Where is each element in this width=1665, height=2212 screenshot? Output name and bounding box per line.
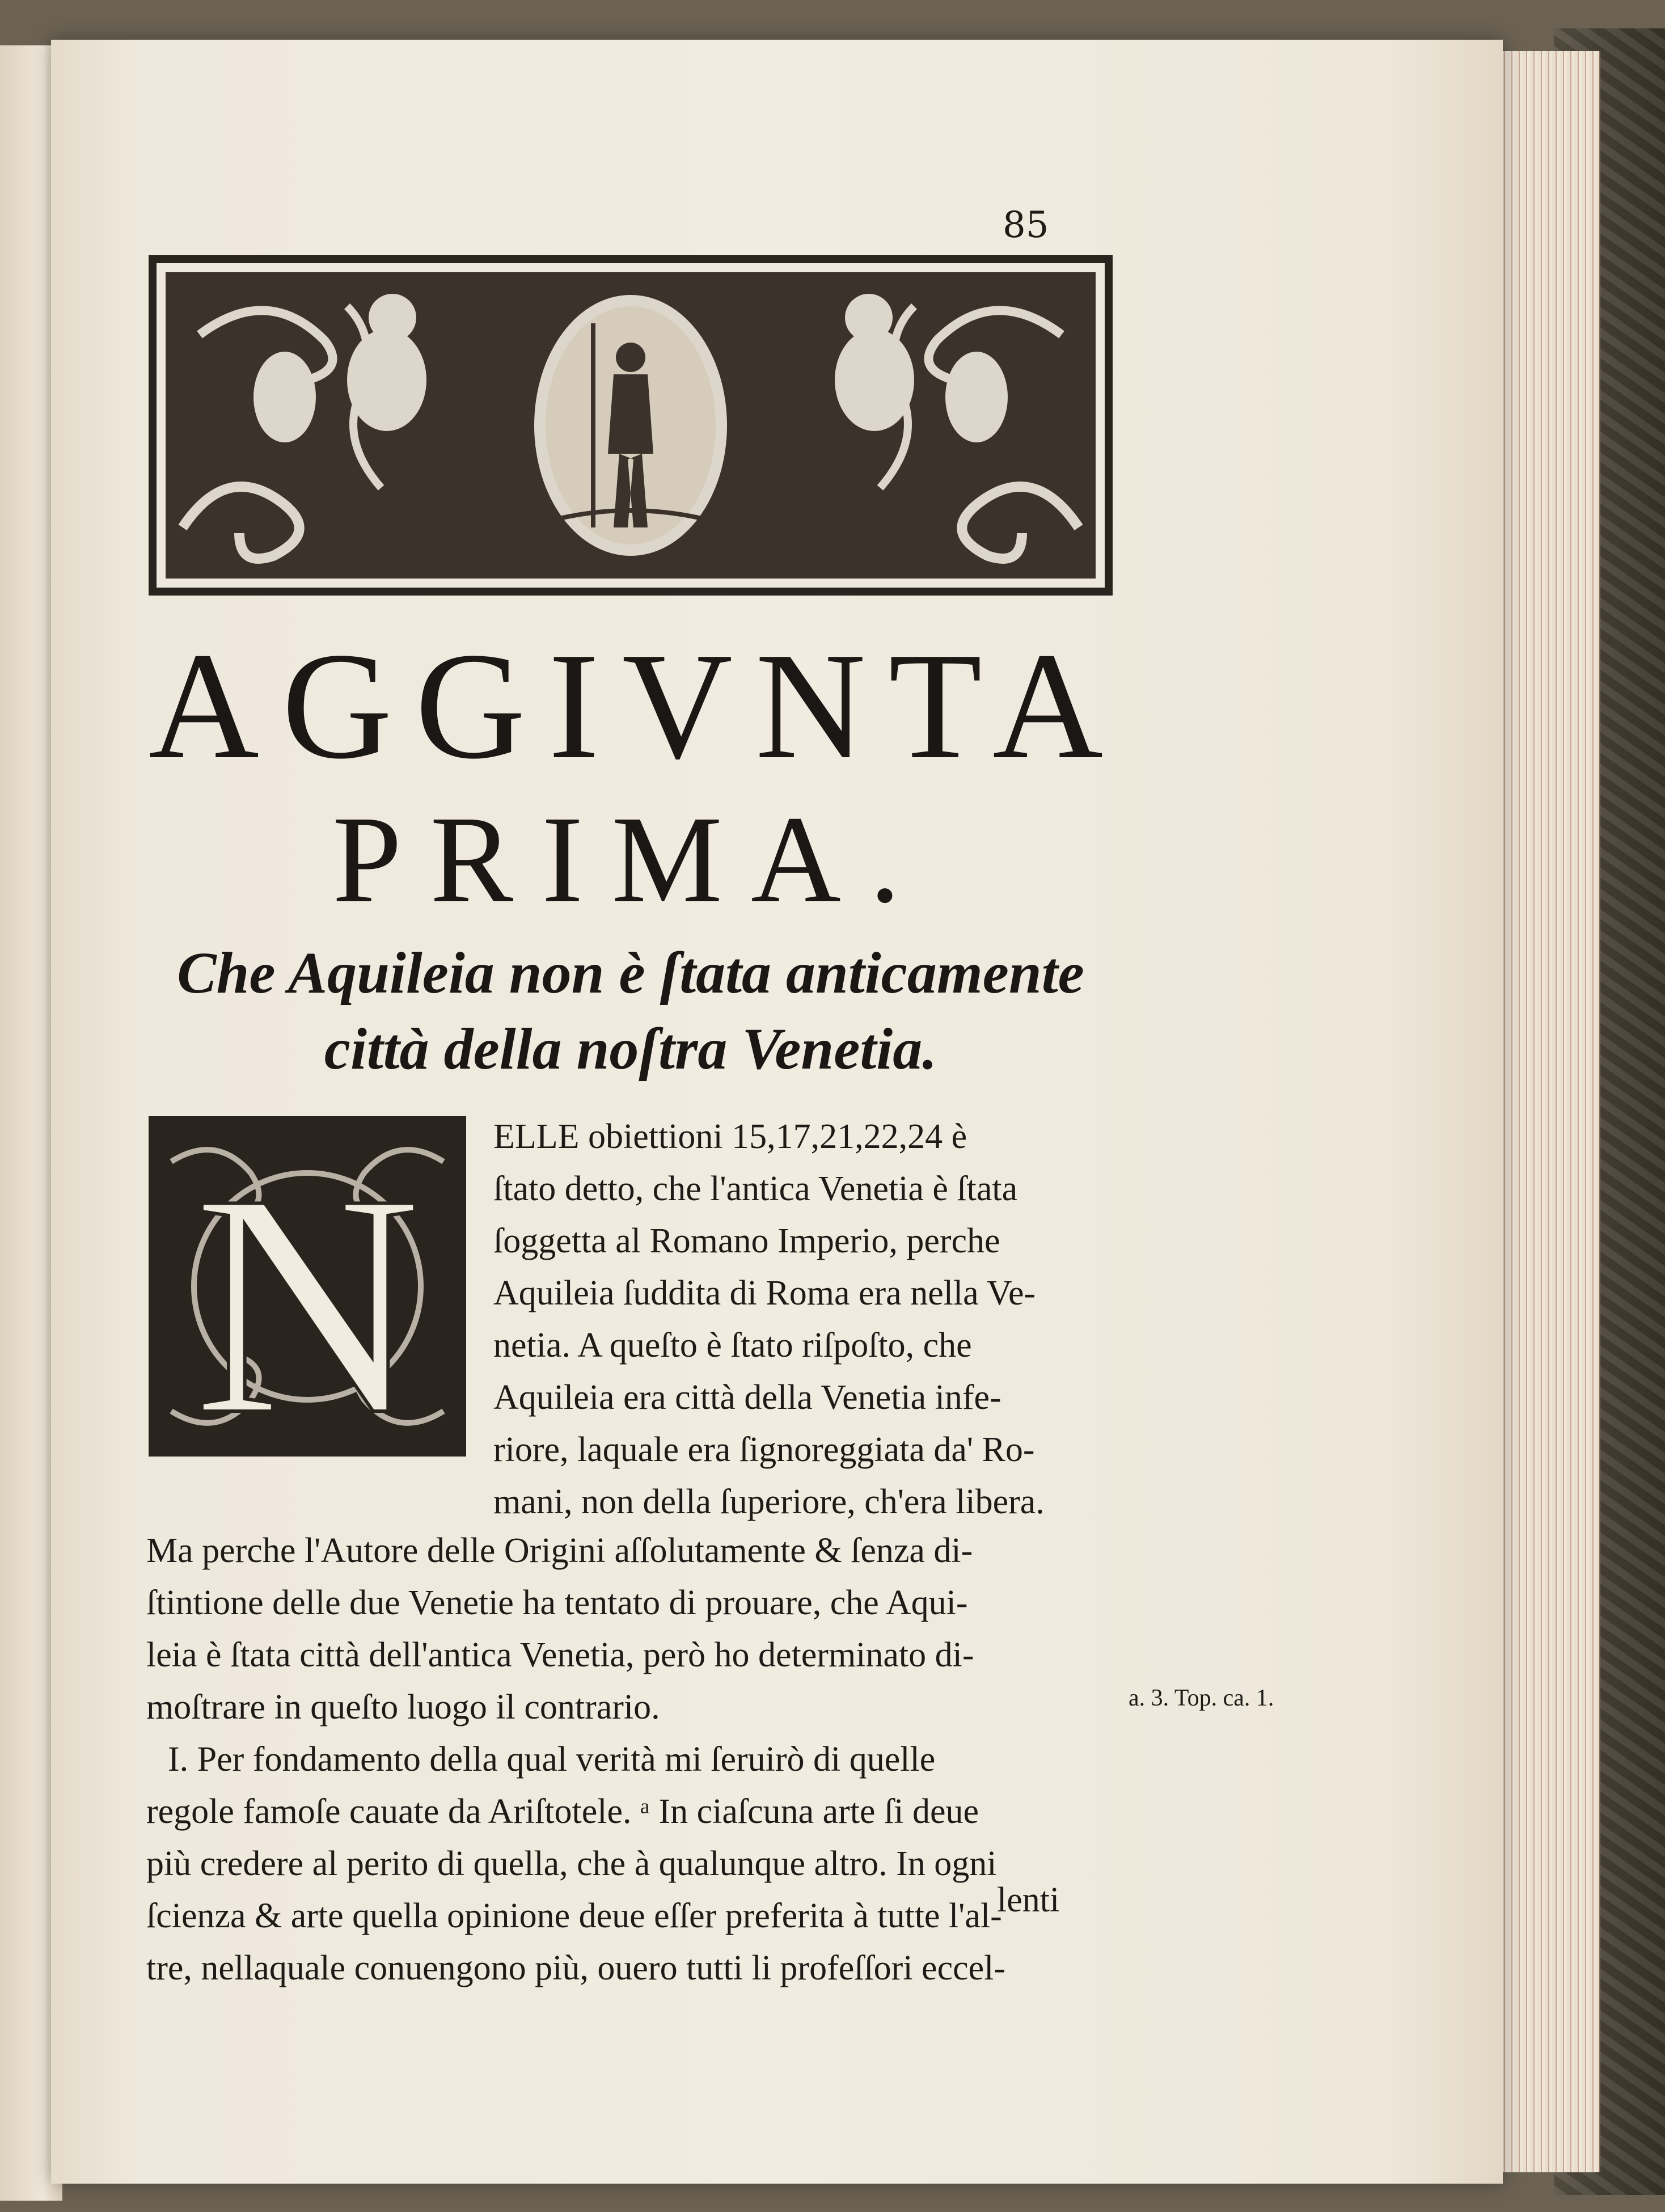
page-number: 85 — [1003, 204, 1049, 246]
margin-note: a. 3. Top. ca. 1. — [1129, 1685, 1274, 1711]
body-line: moſtrare in queſto luogo il contrario. — [146, 1688, 660, 1726]
intro-line: ELLE obiettioni 15,17,21,22,24 è — [493, 1117, 967, 1156]
subtitle-line-2: città della noſtra Venetia. — [324, 1016, 937, 1082]
intro-line: Aquileia era città della Venetia infe- — [493, 1378, 1001, 1417]
intro-line: riore, laquale era ſignoreggiata da' Ro- — [493, 1430, 1035, 1469]
body-line: Ma perche l'Autore delle Origini aſſolutamente & ſenza di- — [146, 1531, 973, 1570]
body-line: ſtintione delle due Venetie ha tentato di prouare, che Aqui- — [146, 1584, 968, 1622]
decorated-initial — [149, 1116, 466, 1457]
intro-line: ſoggetta al Romano Imperio, perche — [493, 1222, 1000, 1260]
body-line: regole famoſe cauate da Ariſtotele. ᵃ In ciaſcuna arte ſi deue — [146, 1792, 979, 1831]
body-line: leia è ſtata città dell'antica Venetia, però ho determinato di- — [146, 1636, 974, 1674]
initial-letter: N — [192, 1129, 422, 1457]
body-line: più credere al perito di quella, che à qualunque altro. In ogni — [146, 1844, 997, 1883]
subtitle-line-1: Che Aquileia non è ſtata anticamente — [177, 940, 1084, 1006]
intro-line: Aquileia ſuddita di Roma era nella Ve- — [493, 1274, 1036, 1312]
title-line-1: AGGIVNTA — [149, 621, 1126, 791]
catchword: lenti — [997, 1881, 1060, 1919]
body-line: I. Per fondamento della qual verità mi ſeruirò di quelle — [168, 1740, 936, 1779]
body-line: tre, nellaquale conuengono più, ouero tutti li profeſſori eccel- — [146, 1949, 1006, 1987]
intro-line: netia. A queſto è ſtato riſpoſto, che — [493, 1326, 972, 1365]
title-line-2: PRIMA. — [332, 790, 929, 928]
page-stack-edge — [1486, 51, 1600, 2172]
ornamental-headpiece — [149, 255, 1113, 596]
intro-line: ſtato detto, che l'antica Venetia è ſtata — [493, 1170, 1018, 1208]
intro-line: mani, non della ſuperiore, ch'era libera. — [493, 1483, 1045, 1521]
body-line: ſcienza & arte quella opinione deue eſſer preferita à tutte l'al- — [146, 1897, 1002, 1935]
